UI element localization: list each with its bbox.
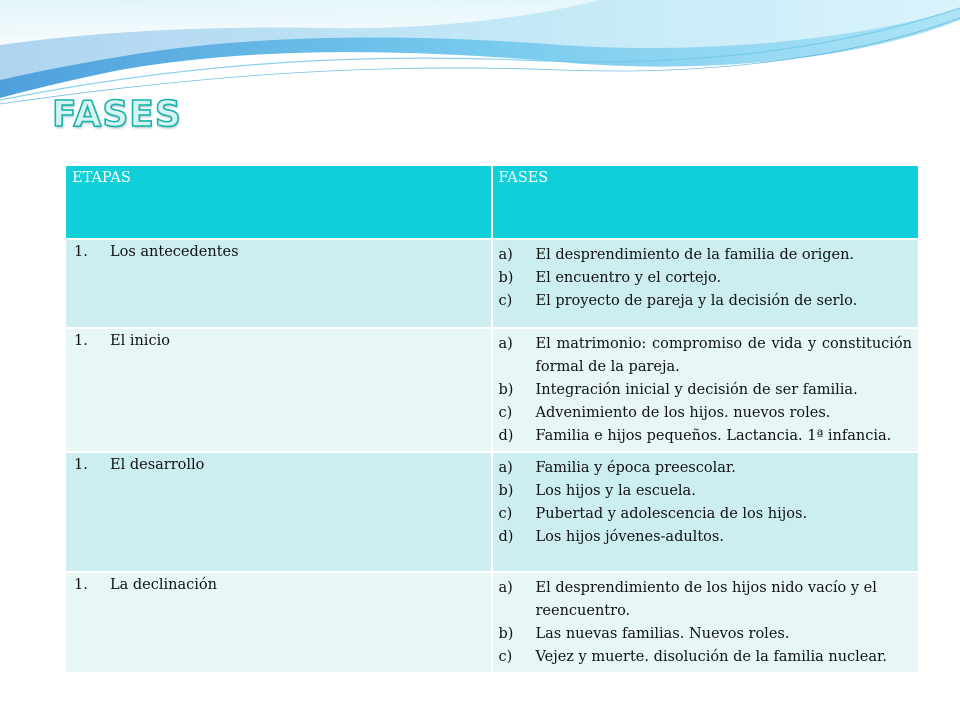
phase-text: Integración inicial y decisión de ser familia. xyxy=(535,382,858,398)
phases-cell xyxy=(492,452,919,572)
table-row xyxy=(65,239,918,328)
phase-text: Los hijos y la escuela. xyxy=(535,483,696,499)
list-item xyxy=(499,526,913,549)
list-marker: b) xyxy=(498,270,514,286)
list-marker: a) xyxy=(498,247,513,263)
stage-number: 1. xyxy=(74,333,88,349)
list-item xyxy=(499,333,913,379)
list-item xyxy=(499,379,913,402)
phase-text: Pubertad y adolescencia de los hijos. xyxy=(535,506,808,522)
phases-cell xyxy=(492,239,919,328)
list-marker: c) xyxy=(498,293,513,309)
list-marker: a) xyxy=(498,460,513,476)
table-header-row xyxy=(65,165,918,239)
list-item xyxy=(499,503,913,526)
phase-text: El matrimonio: compromiso de vida y constitución formal de la pareja. xyxy=(535,336,912,375)
list-item xyxy=(499,457,913,480)
table-row xyxy=(65,452,918,572)
list-marker: b) xyxy=(498,626,514,642)
list-marker: a) xyxy=(498,580,513,596)
list-item xyxy=(499,244,913,267)
stage-label: El inicio xyxy=(110,333,170,349)
stage-cell xyxy=(65,328,492,452)
phase-text: Las nuevas familias. Nuevos roles. xyxy=(535,626,790,642)
list-marker: d) xyxy=(498,428,514,444)
header-etapas: ETAPAS xyxy=(65,165,492,239)
phases-table xyxy=(64,164,918,672)
list-marker: c) xyxy=(498,649,513,665)
phase-text: El desprendimiento de los hijos nido vacío y el reencuentro. xyxy=(535,580,877,619)
list-marker: c) xyxy=(498,506,513,522)
phase-text: Familia y época preescolar. xyxy=(535,460,736,476)
stage-number: 1. xyxy=(74,244,88,260)
header-fases: FASES xyxy=(492,165,919,239)
slide-title: FASES xyxy=(52,94,182,135)
list-item xyxy=(499,267,913,290)
list-item xyxy=(499,402,913,425)
stage-cell xyxy=(65,239,492,328)
phase-text: El proyecto de pareja y la decisión de serlo. xyxy=(535,293,858,309)
phase-text: Familia e hijos pequeños. Lactancia. 1ª infancia. xyxy=(535,428,892,444)
list-marker: c) xyxy=(498,405,513,421)
phases-cell xyxy=(492,328,919,452)
phases-cell xyxy=(492,572,919,672)
list-item xyxy=(499,577,913,623)
phase-text: Vejez y muerte. disolución de la familia nuclear. xyxy=(535,649,887,665)
phase-text: El desprendimiento de la familia de origen. xyxy=(535,247,855,263)
stage-label: Los antecedentes xyxy=(110,244,239,260)
list-item xyxy=(499,623,913,646)
stage-cell xyxy=(65,572,492,672)
list-marker: b) xyxy=(498,382,514,398)
stage-number: 1. xyxy=(74,457,88,473)
list-marker: a) xyxy=(498,336,513,352)
list-item xyxy=(499,646,913,669)
list-item xyxy=(499,425,913,448)
table-row xyxy=(65,572,918,672)
list-item xyxy=(499,480,913,503)
list-marker: b) xyxy=(498,483,514,499)
list-item xyxy=(499,290,913,313)
table-row xyxy=(65,328,918,452)
stage-label: El desarrollo xyxy=(110,457,205,473)
stage-label: La declinación xyxy=(110,577,217,593)
stage-cell xyxy=(65,452,492,572)
phase-text: El encuentro y el cortejo. xyxy=(535,270,722,286)
phase-text: Advenimiento de los hijos. nuevos roles. xyxy=(535,405,831,421)
list-marker: d) xyxy=(498,529,514,545)
phase-text: Los hijos jóvenes-adultos. xyxy=(535,529,724,545)
stage-number: 1. xyxy=(74,577,88,593)
